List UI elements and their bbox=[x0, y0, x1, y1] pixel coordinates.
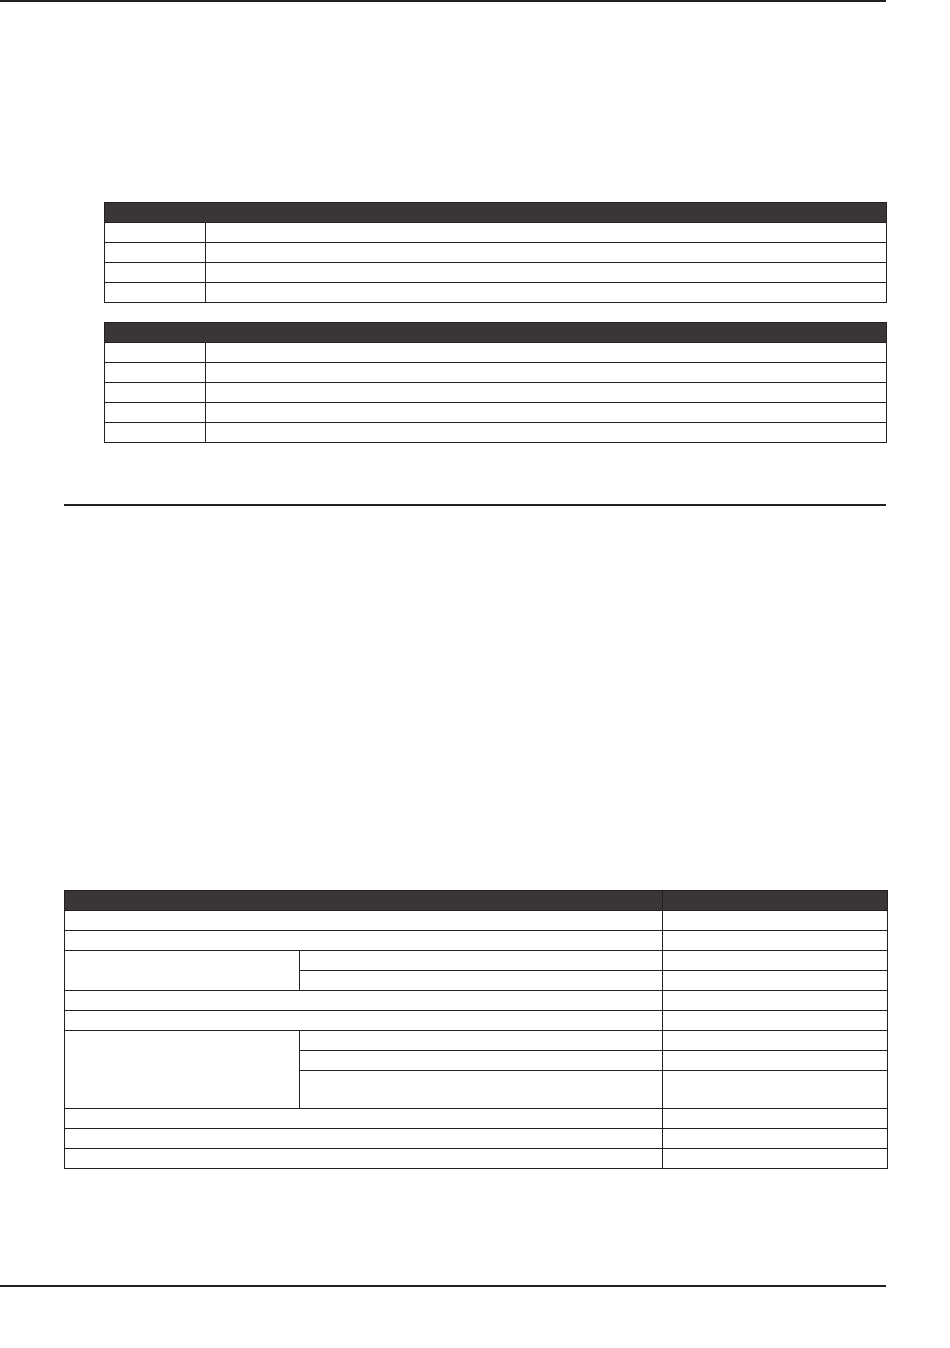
table-cell bbox=[663, 1071, 888, 1109]
table-cell bbox=[65, 991, 663, 1011]
table-cell bbox=[206, 383, 887, 403]
spec-table-a bbox=[104, 202, 887, 303]
table-cell bbox=[663, 1011, 888, 1031]
table-header bbox=[65, 891, 663, 911]
table-cell bbox=[206, 243, 887, 263]
table-cell bbox=[65, 1109, 663, 1129]
table-cell bbox=[663, 931, 888, 951]
table-cell bbox=[206, 263, 887, 283]
table-row bbox=[105, 343, 887, 363]
table-header-row bbox=[105, 203, 887, 223]
table-cell bbox=[65, 1149, 663, 1169]
section-divider bbox=[64, 504, 886, 506]
spec-table-b bbox=[104, 322, 887, 443]
table-row bbox=[65, 1031, 888, 1051]
table-cell bbox=[663, 951, 888, 971]
table-cell bbox=[105, 283, 206, 303]
table-row bbox=[65, 1149, 888, 1169]
spec-table-c bbox=[64, 890, 888, 1169]
table-cell bbox=[206, 343, 887, 363]
table-row bbox=[105, 263, 887, 283]
table-cell bbox=[663, 1149, 888, 1169]
table-cell bbox=[300, 951, 663, 971]
table-cell bbox=[300, 1071, 663, 1109]
table-cell bbox=[105, 423, 206, 443]
table-cell bbox=[663, 1109, 888, 1129]
top-rule bbox=[0, 0, 886, 2]
table-header bbox=[663, 891, 888, 911]
table-cell bbox=[65, 1129, 663, 1149]
table-cell bbox=[663, 1051, 888, 1071]
table-cell bbox=[105, 383, 206, 403]
table-cell bbox=[300, 1051, 663, 1071]
table-row bbox=[65, 1129, 888, 1149]
table-group-cell bbox=[65, 1031, 300, 1109]
table-row bbox=[65, 1109, 888, 1129]
table-cell bbox=[663, 1031, 888, 1051]
table-row bbox=[65, 951, 888, 971]
table-cell bbox=[206, 283, 887, 303]
table-row bbox=[105, 403, 887, 423]
table-cell bbox=[105, 223, 206, 243]
table-cell bbox=[663, 971, 888, 991]
table-cell bbox=[206, 363, 887, 383]
table-cell bbox=[206, 423, 887, 443]
table-group-cell bbox=[65, 951, 300, 991]
table-row bbox=[105, 383, 887, 403]
table-row bbox=[105, 423, 887, 443]
table-cell bbox=[105, 263, 206, 283]
table-cell bbox=[663, 1129, 888, 1149]
table-row bbox=[65, 991, 888, 1011]
table-row bbox=[105, 363, 887, 383]
table-header bbox=[105, 323, 887, 343]
table-cell bbox=[105, 363, 206, 383]
table-row bbox=[65, 1011, 888, 1031]
table-row bbox=[105, 243, 887, 263]
table-row bbox=[65, 911, 888, 931]
table-header bbox=[105, 203, 887, 223]
table-cell bbox=[105, 403, 206, 423]
table-cell bbox=[105, 243, 206, 263]
table-cell bbox=[206, 223, 887, 243]
table-row bbox=[105, 223, 887, 243]
table-cell bbox=[206, 403, 887, 423]
table-cell bbox=[300, 1031, 663, 1051]
table-cell bbox=[65, 931, 663, 951]
table-cell bbox=[105, 343, 206, 363]
table-cell bbox=[663, 991, 888, 1011]
table-cell bbox=[663, 911, 888, 931]
table-cell bbox=[65, 1011, 663, 1031]
footer-rule bbox=[0, 1285, 886, 1287]
table-header-row bbox=[105, 323, 887, 343]
table-header-row bbox=[65, 891, 888, 911]
table-row bbox=[105, 283, 887, 303]
table-cell bbox=[65, 911, 663, 931]
table-row bbox=[65, 931, 888, 951]
table-cell bbox=[300, 971, 663, 991]
